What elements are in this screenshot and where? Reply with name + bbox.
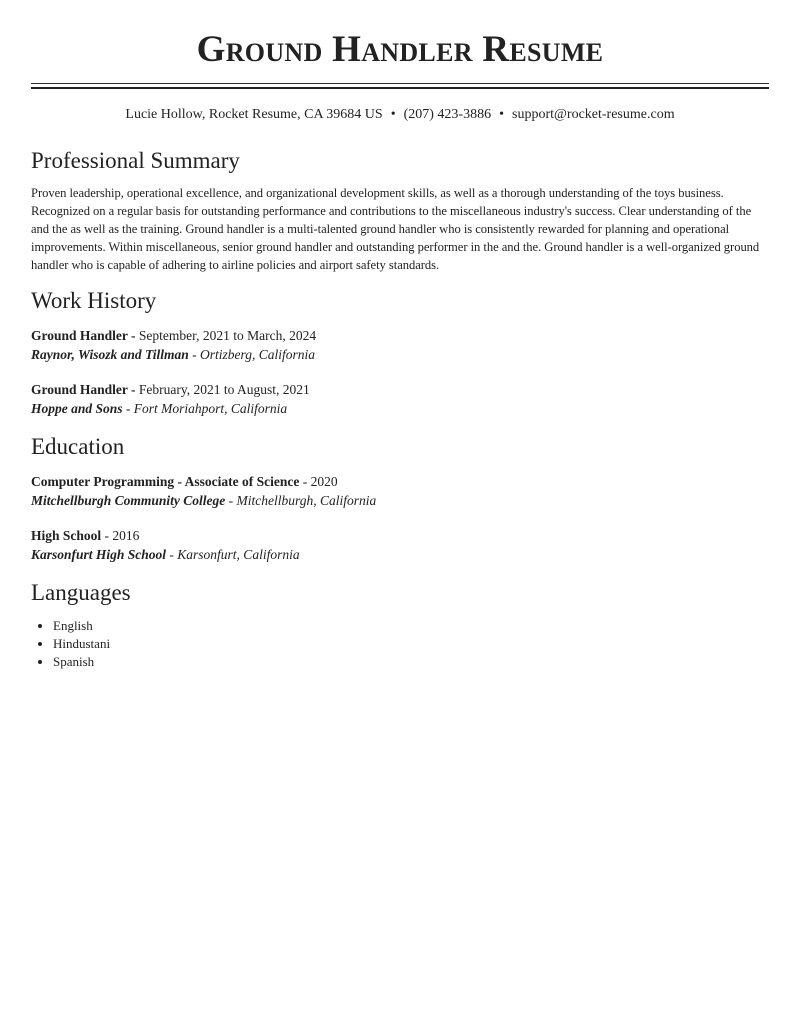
bullet-separator: •: [390, 107, 396, 122]
languages-list: [31, 617, 769, 671]
school-location: - Karsonfurt, California: [166, 547, 300, 562]
job-title: Ground Handler -: [31, 382, 136, 397]
school-location: - Mitchellburgh, California: [225, 493, 377, 508]
summary-text: Proven leadership, operational excellence, and organizational development skills, as well as a thorough understanding of the toys business. Recognized on a regular basis for outstanding performance and contributions to the miscellaneous industry's success. Clear understanding of the and the as well as the training. Ground handler is a multi-talented ground handler who is consistently rewarded for planning and operational improvements. Within miscellaneous, senior ground handler and outstanding performer in the and the. Ground handler is a well-organized ground handler who is capable of adhering to airline policies and airport safety standards.: [31, 186, 760, 272]
job-location: - Ortizberg, California: [188, 347, 316, 362]
graduation-year: - 2020: [299, 474, 338, 489]
school-name: Mitchellburgh Community College: [31, 493, 226, 508]
bullet-separator: •: [499, 107, 505, 122]
contact-phone: (207) 423-3886: [403, 107, 492, 122]
summary-heading: Professional Summary: [31, 148, 240, 173]
job-location: - Fort Moriahport, California: [122, 401, 288, 416]
school-name: Karsonfurt High School: [31, 547, 167, 562]
company-name: Hoppe and Sons: [31, 401, 123, 416]
job-dates: February, 2021 to August, 2021: [135, 382, 310, 397]
education-entry: [31, 472, 769, 510]
contact-line: [31, 106, 769, 124]
degree: Computer Programming - Associate of Science: [31, 474, 300, 489]
work-entry: [31, 380, 769, 418]
education-heading: Education: [31, 434, 125, 459]
company-name: Raynor, Wisozk and Tillman: [31, 347, 189, 362]
job-title: Ground Handler -: [31, 328, 136, 343]
contact-email: support@rocket-resume.com: [512, 107, 675, 122]
title-divider-thin: [31, 83, 769, 84]
language-item: • English: [53, 617, 769, 635]
title-divider-thick: [31, 87, 769, 89]
education-entry: [31, 526, 769, 564]
contact-address: Lucie Hollow, Rocket Resume, CA 39684 US: [125, 107, 383, 122]
work-entry: [31, 326, 769, 364]
language-item: • Spanish: [53, 653, 769, 671]
graduation-year: - 2016: [101, 528, 140, 543]
degree: High School: [31, 528, 102, 543]
work-history-heading: Work History: [31, 288, 157, 313]
languages-heading: Languages: [31, 580, 131, 605]
resume-title: Ground Handler Resume: [196, 29, 604, 70]
language-item: • Hindustani: [53, 635, 769, 653]
job-dates: September, 2021 to March, 2024: [135, 328, 317, 343]
